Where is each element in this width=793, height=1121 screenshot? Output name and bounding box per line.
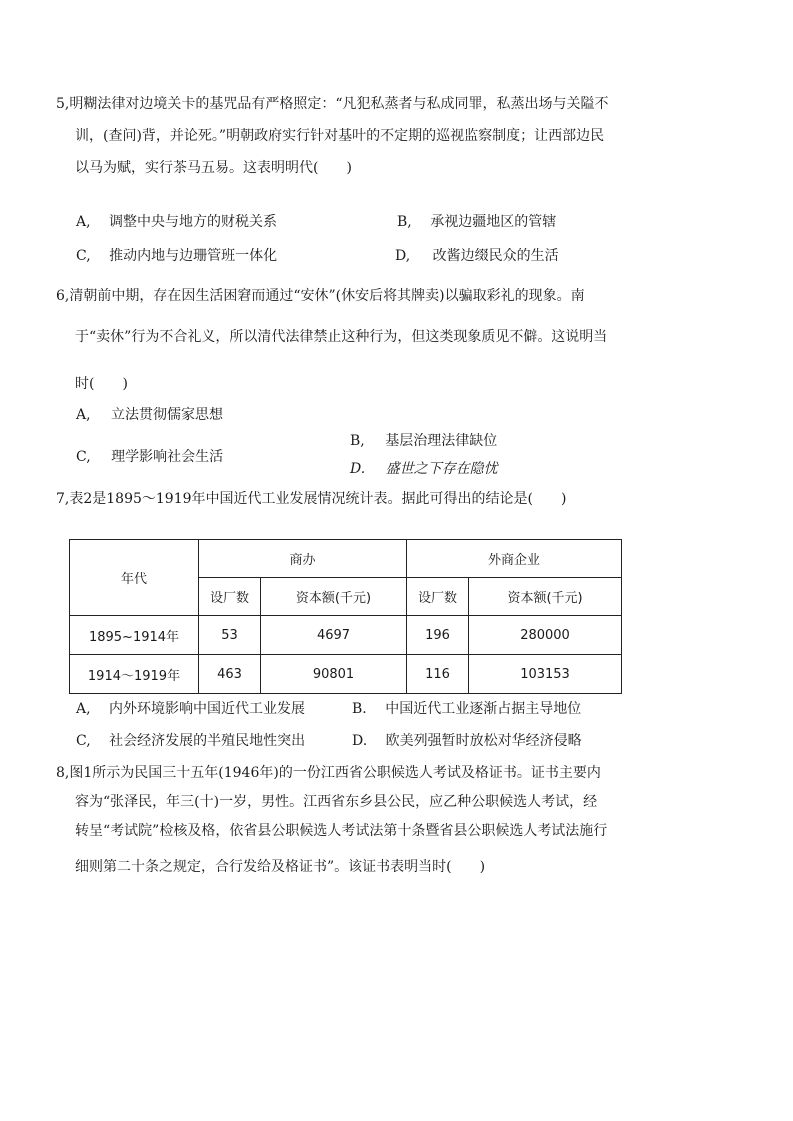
- q5-line-2: 训，(查问)背，并论死。”明朝政府实行针对基叶的不定期的巡视监察制度；让西部边民: [75, 128, 605, 144]
- q5-option-c[interactable]: [76, 247, 277, 265]
- q8-line-1: 8,图1所示为民国三十五年(1946年)的一份江西省公职候选人考试及格证书。证书主要内: [56, 765, 601, 781]
- table-header-row: [70, 540, 622, 578]
- cell-value: 103153: [469, 655, 622, 694]
- col-header-factories: 设厂数: [199, 578, 261, 616]
- q6-option-d[interactable]: [350, 460, 498, 478]
- option-letter: D.: [352, 733, 368, 749]
- cell-value: 53: [199, 616, 261, 655]
- cell-value: 196: [407, 616, 469, 655]
- option-letter: C,: [76, 733, 91, 749]
- option-letter: B,: [350, 433, 365, 449]
- option-letter: D,: [395, 248, 411, 264]
- option-letter: C,: [76, 248, 91, 264]
- option-text: 推动内地与边珊管班一体化: [109, 248, 278, 264]
- option-letter: A,: [76, 701, 91, 717]
- option-text: 盛世之下存在隐忧: [385, 461, 498, 477]
- option-letter: A,: [76, 214, 91, 230]
- cell-value: 4697: [261, 616, 407, 655]
- col-header-group-domestic: 商办: [199, 540, 407, 578]
- q5-line-1: 5,明糊法律对边境关卡的基咒品有严格照定：“凡犯私蒸者与私成同罪，私蒸出场与关隘不: [56, 96, 609, 112]
- option-text: 立法贯彻儒家思想: [111, 407, 224, 423]
- option-text: 欧美列强暂时放松对华经济侵略: [385, 733, 582, 749]
- q7-line-1: 7,表2是1895～1919年中国近代工业发展情况统计表。据此可得出的结论是( ): [56, 491, 567, 507]
- q6-line-3: 时( ): [75, 376, 128, 392]
- table-row: [70, 616, 622, 655]
- q6-option-c[interactable]: [76, 448, 223, 466]
- col-header-capital: 资本额(千元): [261, 578, 407, 616]
- cell-year: 1895~1914年: [70, 616, 199, 655]
- q7-option-a[interactable]: [76, 700, 305, 718]
- q7-option-b[interactable]: [352, 700, 581, 718]
- option-letter: B.: [352, 701, 367, 717]
- option-letter: A,: [76, 407, 91, 423]
- option-text: 内外环境影响中国近代工业发展: [109, 701, 306, 717]
- q5-option-d[interactable]: [395, 247, 559, 265]
- q6-option-a[interactable]: [76, 406, 223, 424]
- col-header-year: 年代: [70, 540, 199, 616]
- q5-line-3: 以马为赋，实行茶马五易。这表明明代( ): [75, 160, 352, 176]
- cell-year: 1914～1919年: [70, 655, 199, 694]
- q5-option-b[interactable]: [397, 213, 556, 231]
- col-header-capital: 资本额(千元): [469, 578, 622, 616]
- q6-line-2: 于“卖休”行为不合礼义，所以清代法律禁止这种行为，但这类现象质见不僻。这说明当: [75, 329, 608, 345]
- option-letter: D.: [350, 461, 366, 477]
- table-row: [70, 655, 622, 694]
- cell-value: 463: [199, 655, 261, 694]
- option-text: 中国近代工业逐渐占据主导地位: [385, 701, 582, 717]
- cell-value: 90801: [261, 655, 407, 694]
- q8-line-3: 转呈“考试院”检核及格，依省县公职候选人考试法第十条暨省县公职候选人考试法施行: [75, 823, 608, 839]
- industry-stats-table: [69, 539, 622, 694]
- q7-option-c[interactable]: [76, 732, 305, 750]
- q6-option-b[interactable]: [350, 432, 497, 450]
- q8-line-2: 容为“张泽民，年三(十)一岁，男性。江西省东乡县公民，应乙种公职候选人考试，经: [75, 794, 598, 810]
- col-header-factories: 设厂数: [407, 578, 469, 616]
- option-text: 基层治理法律缺位: [385, 433, 498, 449]
- cell-value: 280000: [469, 616, 622, 655]
- option-text: 改酱边缀民众的生活: [432, 248, 559, 264]
- option-text: 理学影响社会生活: [111, 449, 224, 465]
- q6-line-1: 6,清朝前中期，存在因生活困窘而通过“安休”(休安后将其牌卖)以骗取彩礼的现象。南: [56, 288, 585, 304]
- option-text: 社会经济发展的半殖民地性突出: [109, 733, 306, 749]
- option-letter: C,: [76, 449, 91, 465]
- q8-line-4: 细则第二十条之规定，合行发给及格证书”。该证书表明当时( ): [75, 859, 486, 875]
- q5-option-a[interactable]: [76, 213, 277, 231]
- option-text: 调整中央与地方的财税关系: [109, 214, 278, 230]
- option-text: 承视边疆地区的管辖: [430, 214, 557, 230]
- q7-option-d[interactable]: [352, 732, 582, 750]
- col-header-group-foreign: 外商企业: [407, 540, 622, 578]
- cell-value: 116: [407, 655, 469, 694]
- option-letter: B,: [397, 214, 412, 230]
